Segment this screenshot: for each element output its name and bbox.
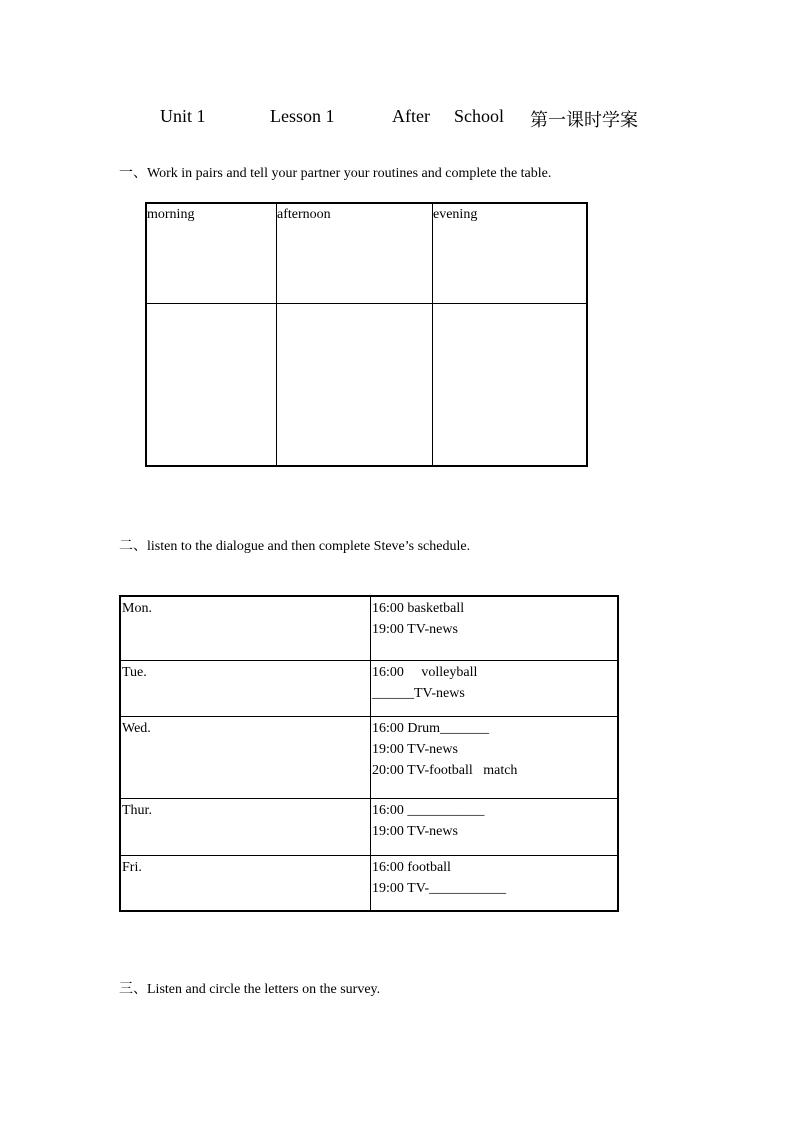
schedule-table <box>119 595 619 912</box>
title-school: School <box>454 106 505 126</box>
schedule-line: 20:00 TV-football match <box>372 762 518 778</box>
schedule-line-blank[interactable]: 16:00 Drum_______ <box>372 720 490 736</box>
title-chinese: 第一课时学案 <box>530 110 638 130</box>
header-evening: evening <box>433 203 588 303</box>
schedule-day: Thur. <box>120 798 371 855</box>
schedule-entries <box>371 596 619 660</box>
routine-cell-morning[interactable] <box>146 303 277 466</box>
worksheet-title <box>0 106 794 130</box>
schedule-entries <box>371 798 619 855</box>
schedule-line: 19:00 TV-news <box>372 741 458 757</box>
section3-instruction: 三、Listen and circle the letters on the survey. <box>119 982 381 997</box>
section2-instruction: 二、listen to the dialogue and then complete Steve’s schedule. <box>119 539 471 554</box>
schedule-entries <box>371 716 619 798</box>
schedule-day: Wed. <box>120 716 371 798</box>
schedule-day: Tue. <box>120 660 371 716</box>
header-morning: morning <box>146 203 277 303</box>
schedule-row <box>120 798 618 855</box>
schedule-line-blank[interactable]: ______TV-news <box>372 685 465 701</box>
schedule-line: 16:00 football <box>372 859 451 875</box>
schedule-entries <box>371 660 619 716</box>
schedule-entries <box>371 855 619 911</box>
routine-cell-afternoon[interactable] <box>277 303 433 466</box>
schedule-line-blank[interactable]: 19:00 TV-___________ <box>372 880 507 896</box>
schedule-line: 16:00 volleyball <box>372 664 478 680</box>
header-afternoon: afternoon <box>277 203 433 303</box>
schedule-line: 16:00 basketball <box>372 601 465 616</box>
schedule-row <box>120 716 618 798</box>
routines-table <box>145 202 588 467</box>
title-lesson: Lesson 1 <box>270 106 335 126</box>
schedule-line-blank[interactable]: 16:00 ___________ <box>372 802 485 818</box>
schedule-line: 19:00 TV-news <box>372 622 458 637</box>
schedule-row <box>120 660 618 716</box>
schedule-row <box>120 596 618 660</box>
schedule-day: Fri. <box>120 855 371 911</box>
schedule-line: 19:00 TV-news <box>372 823 458 839</box>
schedule-row <box>120 855 618 911</box>
section1-instruction: 一、Work in pairs and tell your partner your routines and complete the table. <box>119 166 552 181</box>
schedule-day: Mon. <box>120 596 371 660</box>
routine-cell-evening[interactable] <box>433 303 588 466</box>
title-after: After <box>392 106 430 126</box>
title-unit: Unit 1 <box>160 106 206 126</box>
